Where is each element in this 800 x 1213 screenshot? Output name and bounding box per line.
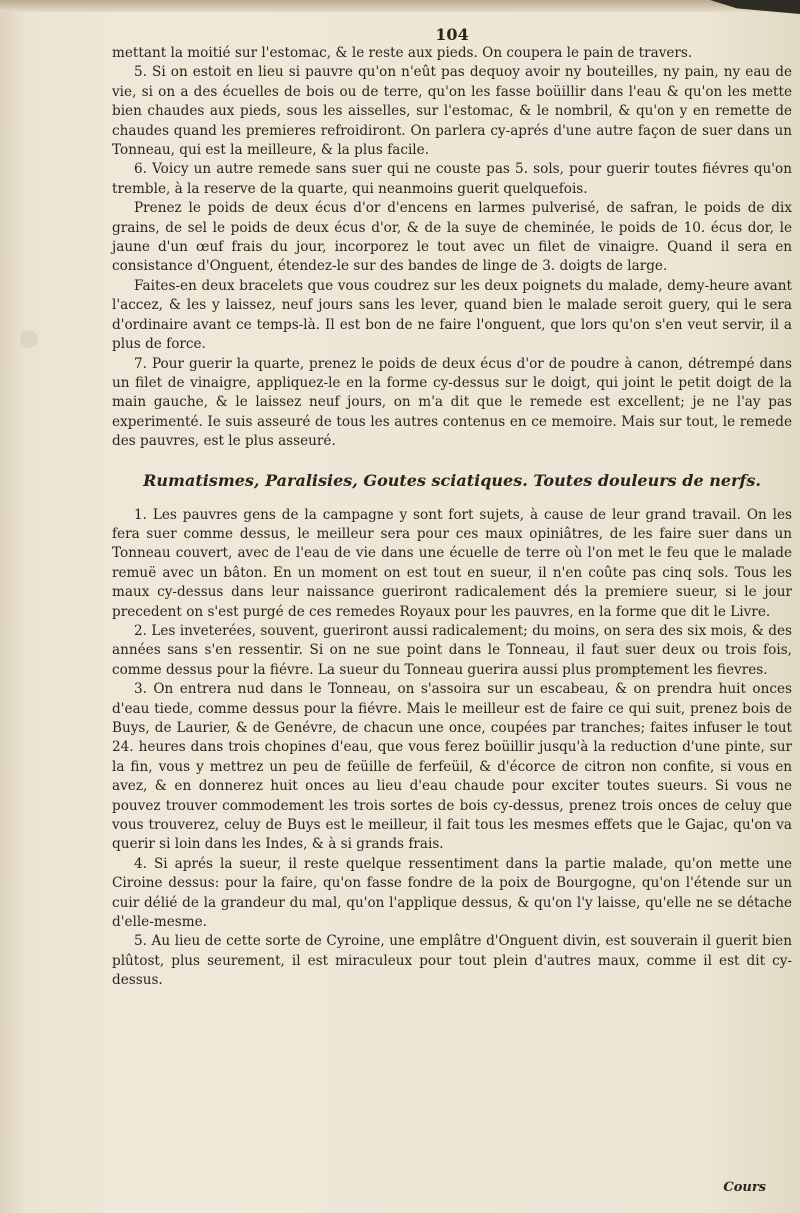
page-top-edge xyxy=(0,0,800,12)
paragraph: 1. Les pauvres gens de la campagne y sont fort sujets, à cause de leur grand travail. On les fera suer comme dessus, le meilleur sera pour ces maux opiniâtres, de les faire suer dans un Tonneau couvert, avec de l'eau de vie dans une écuelle de terre où l'on met le feu que le malade remuë avec un bâton. En un moment on est tout en sueur, il n'en coûte pas cinq sols. Tous les maux cy-dessus dans leur naissance gueriront radicalement dés la premiere sueur, si le jour precedent on s'est purgé de ces remedes Royaux pour les pauvres, en la forme que dit le Livre. xyxy=(112,506,792,620)
paper-stain xyxy=(20,330,38,348)
catchword: Cours xyxy=(723,1180,766,1195)
paragraph: Prenez le poids de deux écus d'or d'encens en larmes pulverisé, de safran, le poids de dix grains, de sel le poids de deux écus d'or, & de la suye de cheminée, le poids de 10. écus dor, le jaune d'un œuf frais du jour, incorporez le tout avec un filet de vinaigre. Quand il sera en consistance d'Onguent, étendez-le sur des bandes de linge de 3. doigts de large. xyxy=(112,200,792,275)
paragraph: 6. Voicy un autre remede sans suer qui ne couste pas 5. sols, pour guerir toutes fiévres qu'on tremble, à la reserve de la quarte, qui neanmoins guerit quelquefois. xyxy=(112,161,792,197)
paragraph: mettant la moitié sur l'estomac, & le reste aux pieds. On coupera le pain de travers. xyxy=(112,45,693,61)
paragraph: 5. Si on estoit en lieu si pauvre qu'on n'eût pas dequoy avoir ny bouteilles, ny pain, ny eau de vie, si on a des écuelles de bois ou de terre, qu'on les fasse boüillir dans l'eau & qu'on les mette bien chaudes aux pieds, sous les aisselles, sur l'estomac, & le nombril, & qu'on y en remette de chaudes quand les premieres refroidiront. On parlera cy-aprés d'une autre façon de suer dans un Tonneau, qui est la meilleure, & la plus facile. xyxy=(112,64,792,159)
section-title: Rumatismes, Paralisies, Goutes sciatiques. Toutes douleurs de nerfs. xyxy=(143,470,761,490)
paragraph: 5. Au lieu de cette sorte de Cyroine, une emplâtre d'Onguent divin, est souverain il guerit bien plûtost, plus seurement, il est miraculeux pour tout plein d'autres maux, comme il est dit cy-dessus. xyxy=(112,933,792,989)
paragraph: 4. Si aprés la sueur, il reste quelque ressentiment dans la partie malade, qu'on mette une Ciroine dessus: pour la faire, qu'on fasse fondre de la poix de Bourgogne, qu'on l'étende sur un cuir délié de la grandeur du mal, qu'on l'applique dessus, & qu'on l'y laisse, qu'elle ne se détache d'elle-mesme. xyxy=(112,855,792,931)
text-block xyxy=(112,26,792,991)
paragraph: 2. Les inveterées, souvent, gueriront aussi radicalement; du moins, on sera des six mois, & des années sans s'en ressentir. Si on ne sue point dans le Tonneau, il faut suer deux ou trois fois, comme dessus pour la fiévre. La sueur du Tonneau guerira aussi plus promptement les fievres. xyxy=(112,622,792,678)
paragraph: 7. Pour guerir la quarte, prenez le poids de deux écus d'or de poudre à canon, détrempé dans un filet de vinaigre, appliquez-le en la forme cy-dessus sur le doigt, qui joint le petit doigt de la main gauche, & le laissez neuf jours, on m'a dit que le remede est excellent; je ne l'ay pas experimenté. Ie suis asseuré de tous les autres contenus en ce memoire. Mais sur tout, le remede des pauvres, est le plus asseuré. xyxy=(112,355,792,450)
paragraph: 3. On entrera nud dans le Tonneau, on s'assoira sur un escabeau, & on prendra huit onces d'eau tiede, comme dessus pour la fiévre. Mais le meilleur est de faire ce qui suit, prenez bois de Buys, de Laurier, & de Genévre, de chacun une once, coupées par tranches; faites infuser le tout 24. heures dans trois chopines d'eau, que vous ferez boüillir jusqu'à la reduction d'une pinte, sur la fin, vous y mettrez un peu de feüille de ferfeüil, & d'écorce de citron non confite, si vous en avez, & en donnerez huit onces au lieu d'eau chaude pour exciter toutes sueurs. Si vous ne pouvez trouver commodement les trois sortes de bois cy-dessus, prenez trois onces de celuy que vous trouverez, celuy de Buys est le meilleur, il fait tous les mesmes effets que le Gajac, qu'on va querir si loin dans les Indes, & à si grands frais. xyxy=(112,681,792,853)
page-number: 104 xyxy=(435,25,469,44)
paragraph: Faites-en deux bracelets que vous coudrez sur les deux poignets du malade, demy-heure avant l'accez, & les y laissez, neuf jours sans les lever, quand bien le malade seroit guery, qui le sera d'ordinaire avant ce temps-là. Il est bon de ne faire l'onguent, que lors qu'on s'en veut servir, il a plus de force. xyxy=(112,277,792,353)
